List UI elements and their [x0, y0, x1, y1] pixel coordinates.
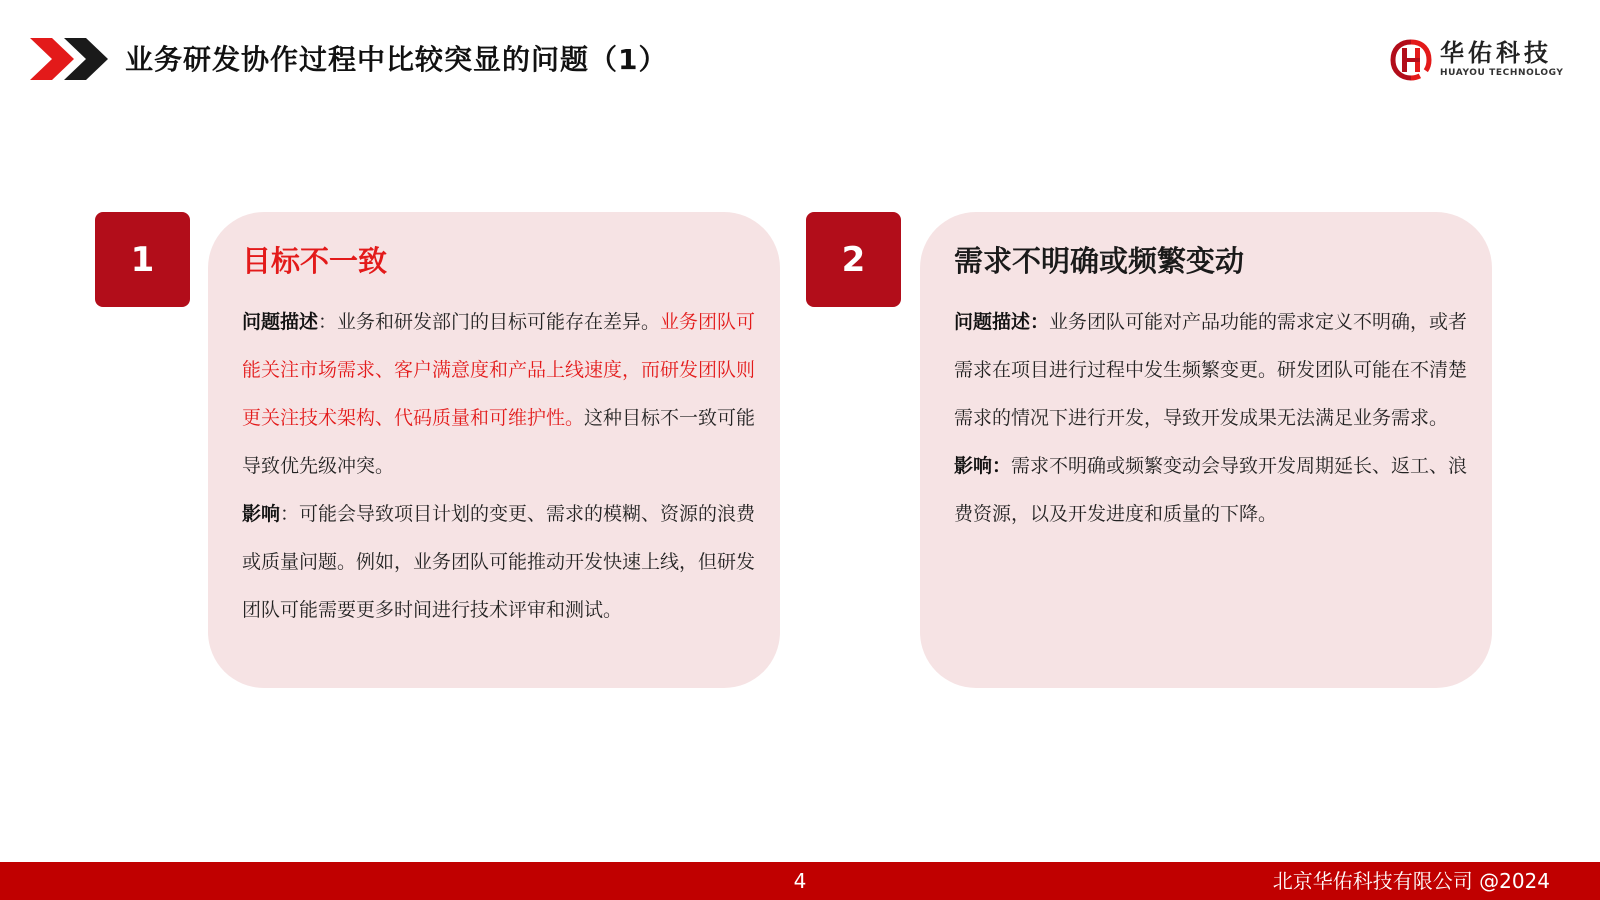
logo-name-en: HUAYOU TECHNOLOGY: [1440, 68, 1564, 78]
problem-highlight: 业务团队可能关注市场需求、客户满意度和产品上线速度，而研发团队则更关注技术架构、代码质量和可维护性。: [242, 311, 756, 429]
impact: [954, 442, 1472, 538]
separator: ：: [280, 503, 300, 525]
problem-text-end: 这种目标不一致可能导致优先级冲突。: [242, 407, 756, 477]
double-chevron-right-icon: [30, 38, 110, 80]
footer-bar: [0, 862, 1600, 900]
impact-label: 影响: [242, 503, 281, 525]
issue-card-2: [920, 212, 1492, 688]
problem-description-label: 问题描述: [242, 311, 319, 333]
footer-company: 北京华佑科技有限公司 @2024: [1272, 869, 1550, 893]
problem-description: [242, 298, 760, 490]
number-badge-2: 2: [806, 212, 901, 307]
impact: [242, 490, 760, 634]
impact-text: 需求不明确或频繁变动会导致开发周期延长、返工、浪费资源，以及开发进度和质量的下降。: [954, 455, 1468, 525]
problem-description-label: 问题描述：: [954, 311, 1050, 333]
logo-name-cn: 华佑科技: [1440, 39, 1552, 67]
company-logo: [1390, 38, 1565, 82]
page-title: 业务研发协作过程中比较突显的问题（1）: [125, 43, 668, 76]
impact-text: 可能会导致项目计划的变更、需求的模糊、资源的浪费或质量问题。例如，业务团队可能推动开发快速上线，但研发团队可能需要更多时间进行技术评审和测试。: [242, 503, 756, 621]
card-heading: 需求不明确或频繁变动: [954, 244, 1245, 278]
huayou-logo-mark-icon: [1390, 38, 1432, 82]
page-number: 4: [793, 869, 807, 893]
issue-card-1: [208, 212, 780, 688]
problem-description: [954, 298, 1472, 442]
problem-text: 业务和研发部门的目标可能存在差异。: [337, 311, 661, 333]
impact-label: 影响：: [954, 455, 1012, 477]
card-heading: 目标不一致: [242, 244, 388, 278]
problem-text: 业务团队可能对产品功能的需求定义不明确，或者需求在项目进行过程中发生频繁变更。研发团队可能在不清楚需求的情况下进行开发，导致开发成果无法满足业务需求。: [954, 311, 1468, 429]
number-badge-1: 1: [95, 212, 190, 307]
separator: ：: [318, 311, 338, 333]
